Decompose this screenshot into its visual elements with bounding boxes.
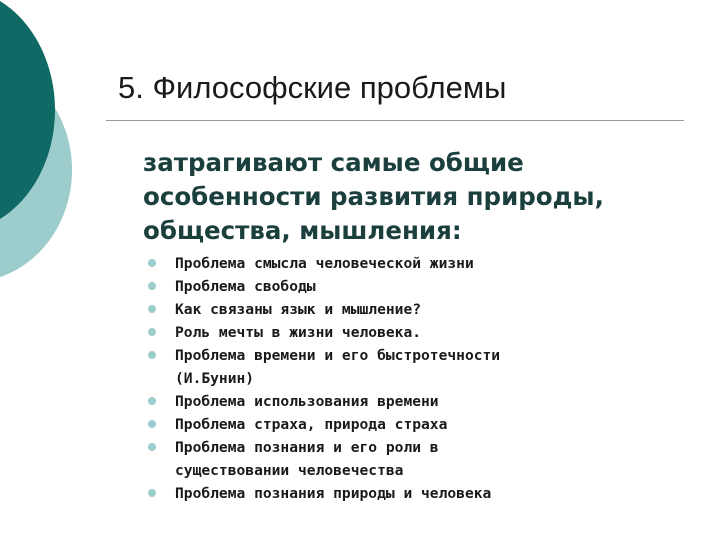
list-item — [148, 275, 618, 298]
list-item — [148, 298, 618, 321]
list-item-text: Проблема познания и его роли в — [175, 439, 439, 456]
bullet-icon — [148, 397, 156, 405]
list-item-text: Проблема времени и его быстротечности — [175, 347, 501, 364]
list-item-text: Проблема познания природы и человека — [175, 485, 492, 502]
list-item — [148, 344, 618, 390]
lead-paragraph — [143, 146, 703, 248]
list-item — [148, 390, 618, 413]
bullet-icon — [148, 259, 156, 267]
bullet-icon — [148, 489, 156, 497]
bullet-icon — [148, 305, 156, 313]
bullet-icon — [148, 328, 156, 336]
list-item-text: Проблема использования времени — [175, 393, 439, 410]
lead-line: особенности развития природы, — [143, 182, 604, 211]
list-item-text: Проблема страха, природа страха — [175, 416, 448, 433]
decorative-circles — [0, 0, 120, 300]
list-item-text: Как связаны язык и мышление? — [175, 301, 422, 318]
bullet-icon — [148, 420, 156, 428]
list-item-text: Проблема свободы — [175, 278, 316, 295]
problem-list — [148, 252, 618, 505]
list-item — [148, 413, 618, 436]
bullet-icon — [148, 443, 156, 451]
list-item — [148, 482, 618, 505]
bullet-icon — [148, 351, 156, 359]
list-item-text: Роль мечты в жизни человека. — [175, 324, 422, 341]
list-item-text-continued: (И.Бунин) — [175, 370, 255, 387]
title-divider — [106, 120, 684, 121]
list-item-text-continued: существовании человечества — [175, 462, 404, 479]
list-item-text: Проблема смысла человеческой жизни — [175, 255, 474, 272]
lead-line: общества, мышления: — [143, 216, 462, 245]
list-item — [148, 436, 618, 482]
list-item — [148, 252, 618, 275]
lead-line: затрагивают самые общие — [143, 148, 524, 177]
list-item — [148, 321, 618, 344]
bullet-icon — [148, 282, 156, 290]
slide-title: 5. Философские проблемы — [118, 70, 507, 105]
